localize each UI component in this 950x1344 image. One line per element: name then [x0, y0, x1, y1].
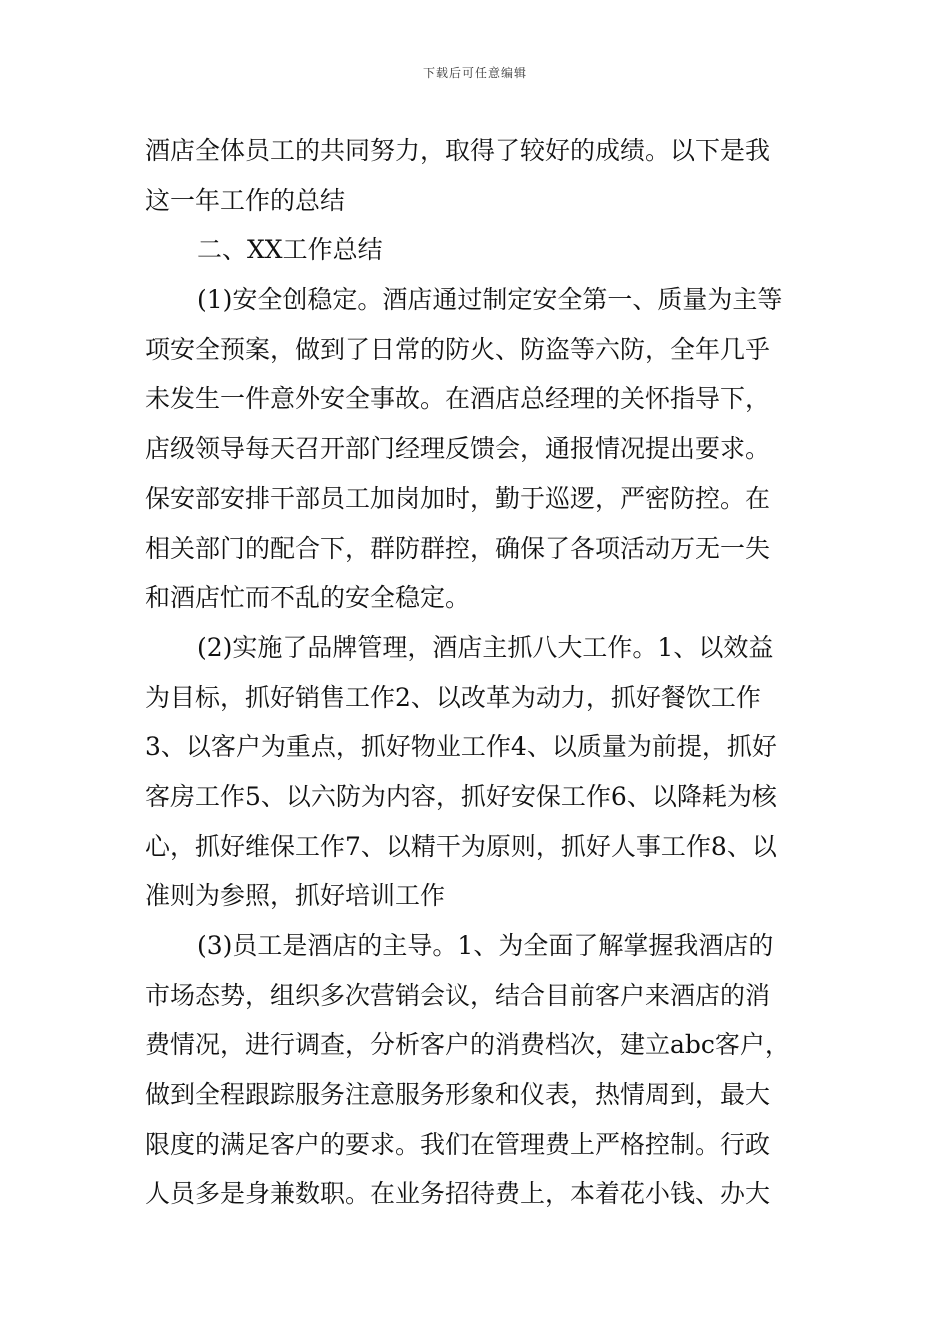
paragraph-start: (1)安全创稳定。酒店通过制定安全第一、质量为主等 — [197, 285, 783, 315]
paragraph-start: (3)员工是酒店的主导。1、为全面了解掌握我酒店的 — [197, 931, 774, 960]
text-line: 项安全预案，做到了日常的防火、防盗等六防，全年几乎 — [145, 334, 771, 364]
section-heading: 二、XX工作总结 — [197, 235, 383, 265]
text-line: 市场态势，组织多次营销会议，结合目前客户来酒店的消 — [145, 980, 771, 1010]
text-line: 未发生一件意外安全事故。在酒店总经理的关怀指导下， — [145, 384, 771, 414]
text-line: 为目标，抓好销售工作2、以改革为动力，抓好餐饮工作 — [145, 682, 761, 712]
text-line: 准则为参照，抓好培训工作 — [145, 881, 446, 911]
text-line: 酒店全体员工的共同努力，取得了较好的成绩。以下是我 — [145, 136, 771, 165]
text-line: 人员多是身兼数职。在业务招待费上，本着花小钱、办大 — [145, 1179, 771, 1209]
text-line: 做到全程跟踪服务注意服务形象和仪表，热情周到，最大 — [145, 1080, 771, 1110]
text-line: 保安部安排干部员工加岗加时，勤于巡逻，严密防控。在 — [145, 483, 771, 513]
paragraph-start: (2)实施了品牌管理，酒店主抓八大工作。1、以效益 — [197, 632, 774, 662]
header-note: 下载后可任意编辑 — [422, 66, 527, 80]
text-line: 和酒店忙而不乱的安全稳定。 — [145, 583, 471, 613]
text-line: 店级领导每天召开部门经理反馈会，通报情况提出要求。 — [145, 434, 771, 464]
text-line: 费情况，进行调查，分析客户的消费档次，建立abc客户， — [145, 1030, 790, 1060]
text-line: 客房工作5、以六防为内容，抓好安保工作6、以降耗为核 — [145, 781, 777, 811]
document-body — [145, 126, 815, 1219]
text-line: 3、以客户为重点，抓好物业工作4、以质量为前提，抓好 — [145, 732, 777, 762]
text-line: 心，抓好维保工作7、以精干为原则，抓好人事工作8、以 — [145, 831, 777, 861]
text-line: 这一年工作的总结 — [145, 185, 346, 215]
text-line: 相关部门的配合下，群防群控，确保了各项活动万无一失 — [145, 533, 771, 563]
text-line: 限度的满足客户的要求。我们在管理费上严格控制。行政 — [145, 1129, 771, 1159]
